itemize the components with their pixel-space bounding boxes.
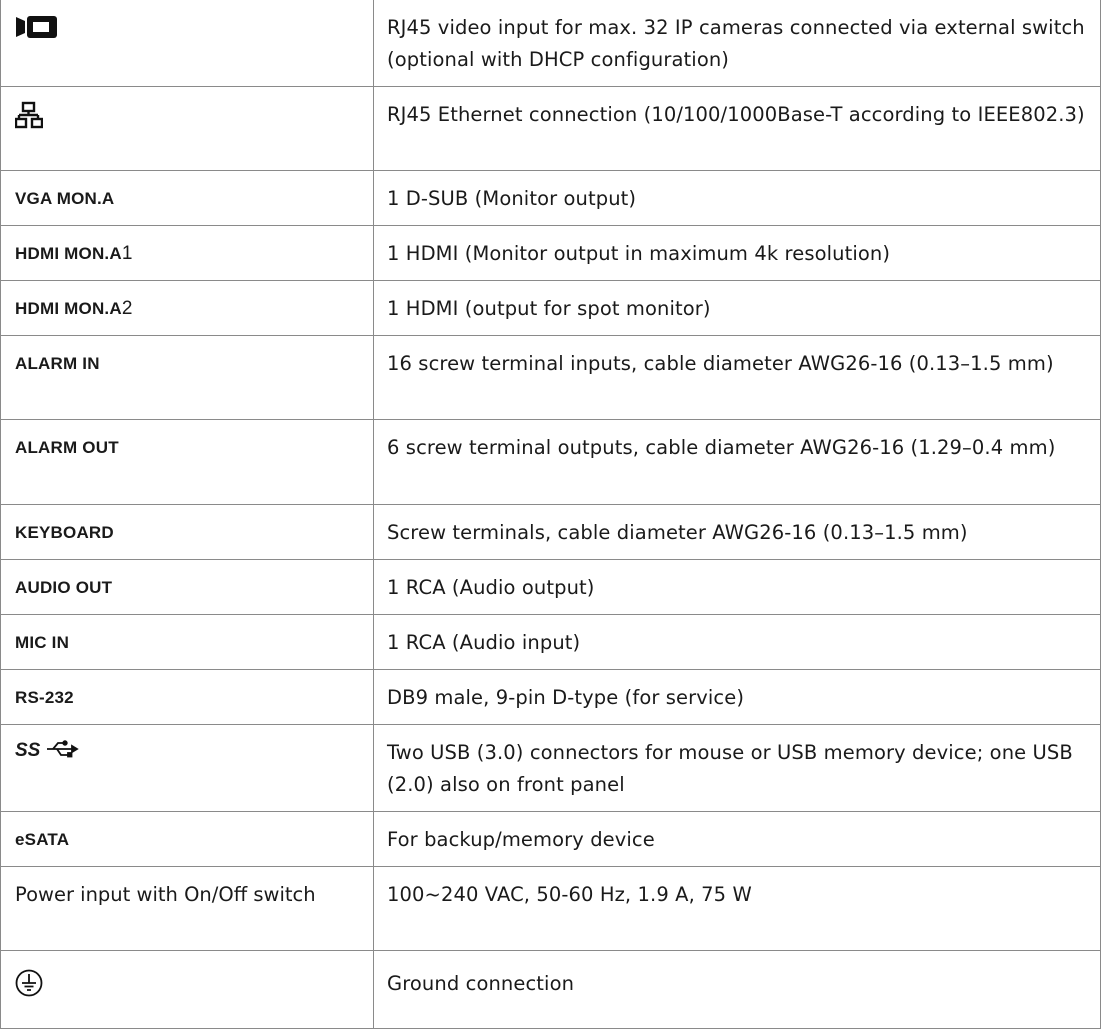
table-row — [1, 171, 1101, 226]
desc-cell: 1 RCA (Audio input) — [374, 615, 1101, 670]
label-cell — [1, 951, 374, 1029]
label-cell — [1, 670, 374, 725]
table-row — [1, 670, 1101, 725]
desc-cell: DB9 male, 9-pin D-type (for service) — [374, 670, 1101, 725]
label-cell — [1, 725, 374, 812]
desc-cell: Ground connection — [374, 951, 1101, 1029]
desc-cell: Two USB (3.0) connectors for mouse or USB memory device; one USB (2.0) also on front panel — [374, 725, 1101, 812]
desc-cell: 1 RCA (Audio output) — [374, 560, 1101, 615]
label-cell — [1, 336, 374, 420]
desc-cell: 16 screw terminal inputs, cable diameter AWG26-16 (0.13–1.5 mm) — [374, 336, 1101, 420]
connector-label: eSATA — [15, 830, 70, 849]
connector-label: HDMI MON.A2 — [15, 298, 133, 319]
desc-cell: Screw terminals, cable diameter AWG26-16 (0.13–1.5 mm) — [374, 505, 1101, 560]
table-row — [1, 560, 1101, 615]
label-cell — [1, 867, 374, 951]
desc-cell: 6 screw terminal outputs, cable diameter AWG26-16 (1.29–0.4 mm) — [374, 420, 1101, 505]
connector-label: ALARM IN — [15, 354, 100, 373]
label-cell — [1, 281, 374, 336]
table-row — [1, 420, 1101, 505]
connector-label: HDMI MON.A1 — [15, 243, 133, 264]
connector-label: MIC IN — [15, 633, 70, 652]
table-row — [1, 867, 1101, 951]
connector-label: AUDIO OUT — [15, 578, 113, 597]
video-input-icon — [15, 0, 359, 44]
label-cell — [1, 87, 374, 171]
table-row — [1, 281, 1101, 336]
desc-cell: 1 HDMI (output for spot monitor) — [374, 281, 1101, 336]
desc-cell: RJ45 Ethernet connection (10/100/1000Base-T according to IEEE802.3) — [374, 87, 1101, 171]
label-cell — [1, 812, 374, 867]
desc-cell: 1 HDMI (Monitor output in maximum 4k resolution) — [374, 226, 1101, 281]
label-cell — [1, 420, 374, 505]
connector-label: Power input with On/Off switch — [15, 883, 316, 906]
table-row — [1, 812, 1101, 867]
connector-label: RS-232 — [15, 688, 74, 707]
connector-label: KEYBOARD — [15, 523, 114, 542]
label-cell — [1, 560, 374, 615]
table-row — [1, 87, 1101, 171]
desc-cell: RJ45 video input for max. 32 IP cameras connected via external switch (optional with DHCP configuration) — [374, 0, 1101, 87]
table-row — [1, 226, 1101, 281]
network-icon — [15, 87, 359, 131]
label-cell — [1, 171, 374, 226]
desc-cell: For backup/memory device — [374, 812, 1101, 867]
label-cell — [1, 226, 374, 281]
table-row — [1, 725, 1101, 812]
table-row — [1, 615, 1101, 670]
table-row — [1, 336, 1101, 420]
table-row — [1, 951, 1101, 1029]
usb-superspeed-icon: SS — [15, 725, 359, 769]
connector-label: VGA MON.A — [15, 189, 115, 208]
label-cell — [1, 615, 374, 670]
table-row — [1, 505, 1101, 560]
ground-icon — [15, 951, 359, 999]
label-cell — [1, 505, 374, 560]
connector-label: ALARM OUT — [15, 438, 119, 457]
desc-cell: 100~240 VAC, 50-60 Hz, 1.9 A, 75 W — [374, 867, 1101, 951]
desc-cell: 1 D-SUB (Monitor output) — [374, 171, 1101, 226]
label-cell — [1, 0, 374, 87]
table-row — [1, 0, 1101, 87]
